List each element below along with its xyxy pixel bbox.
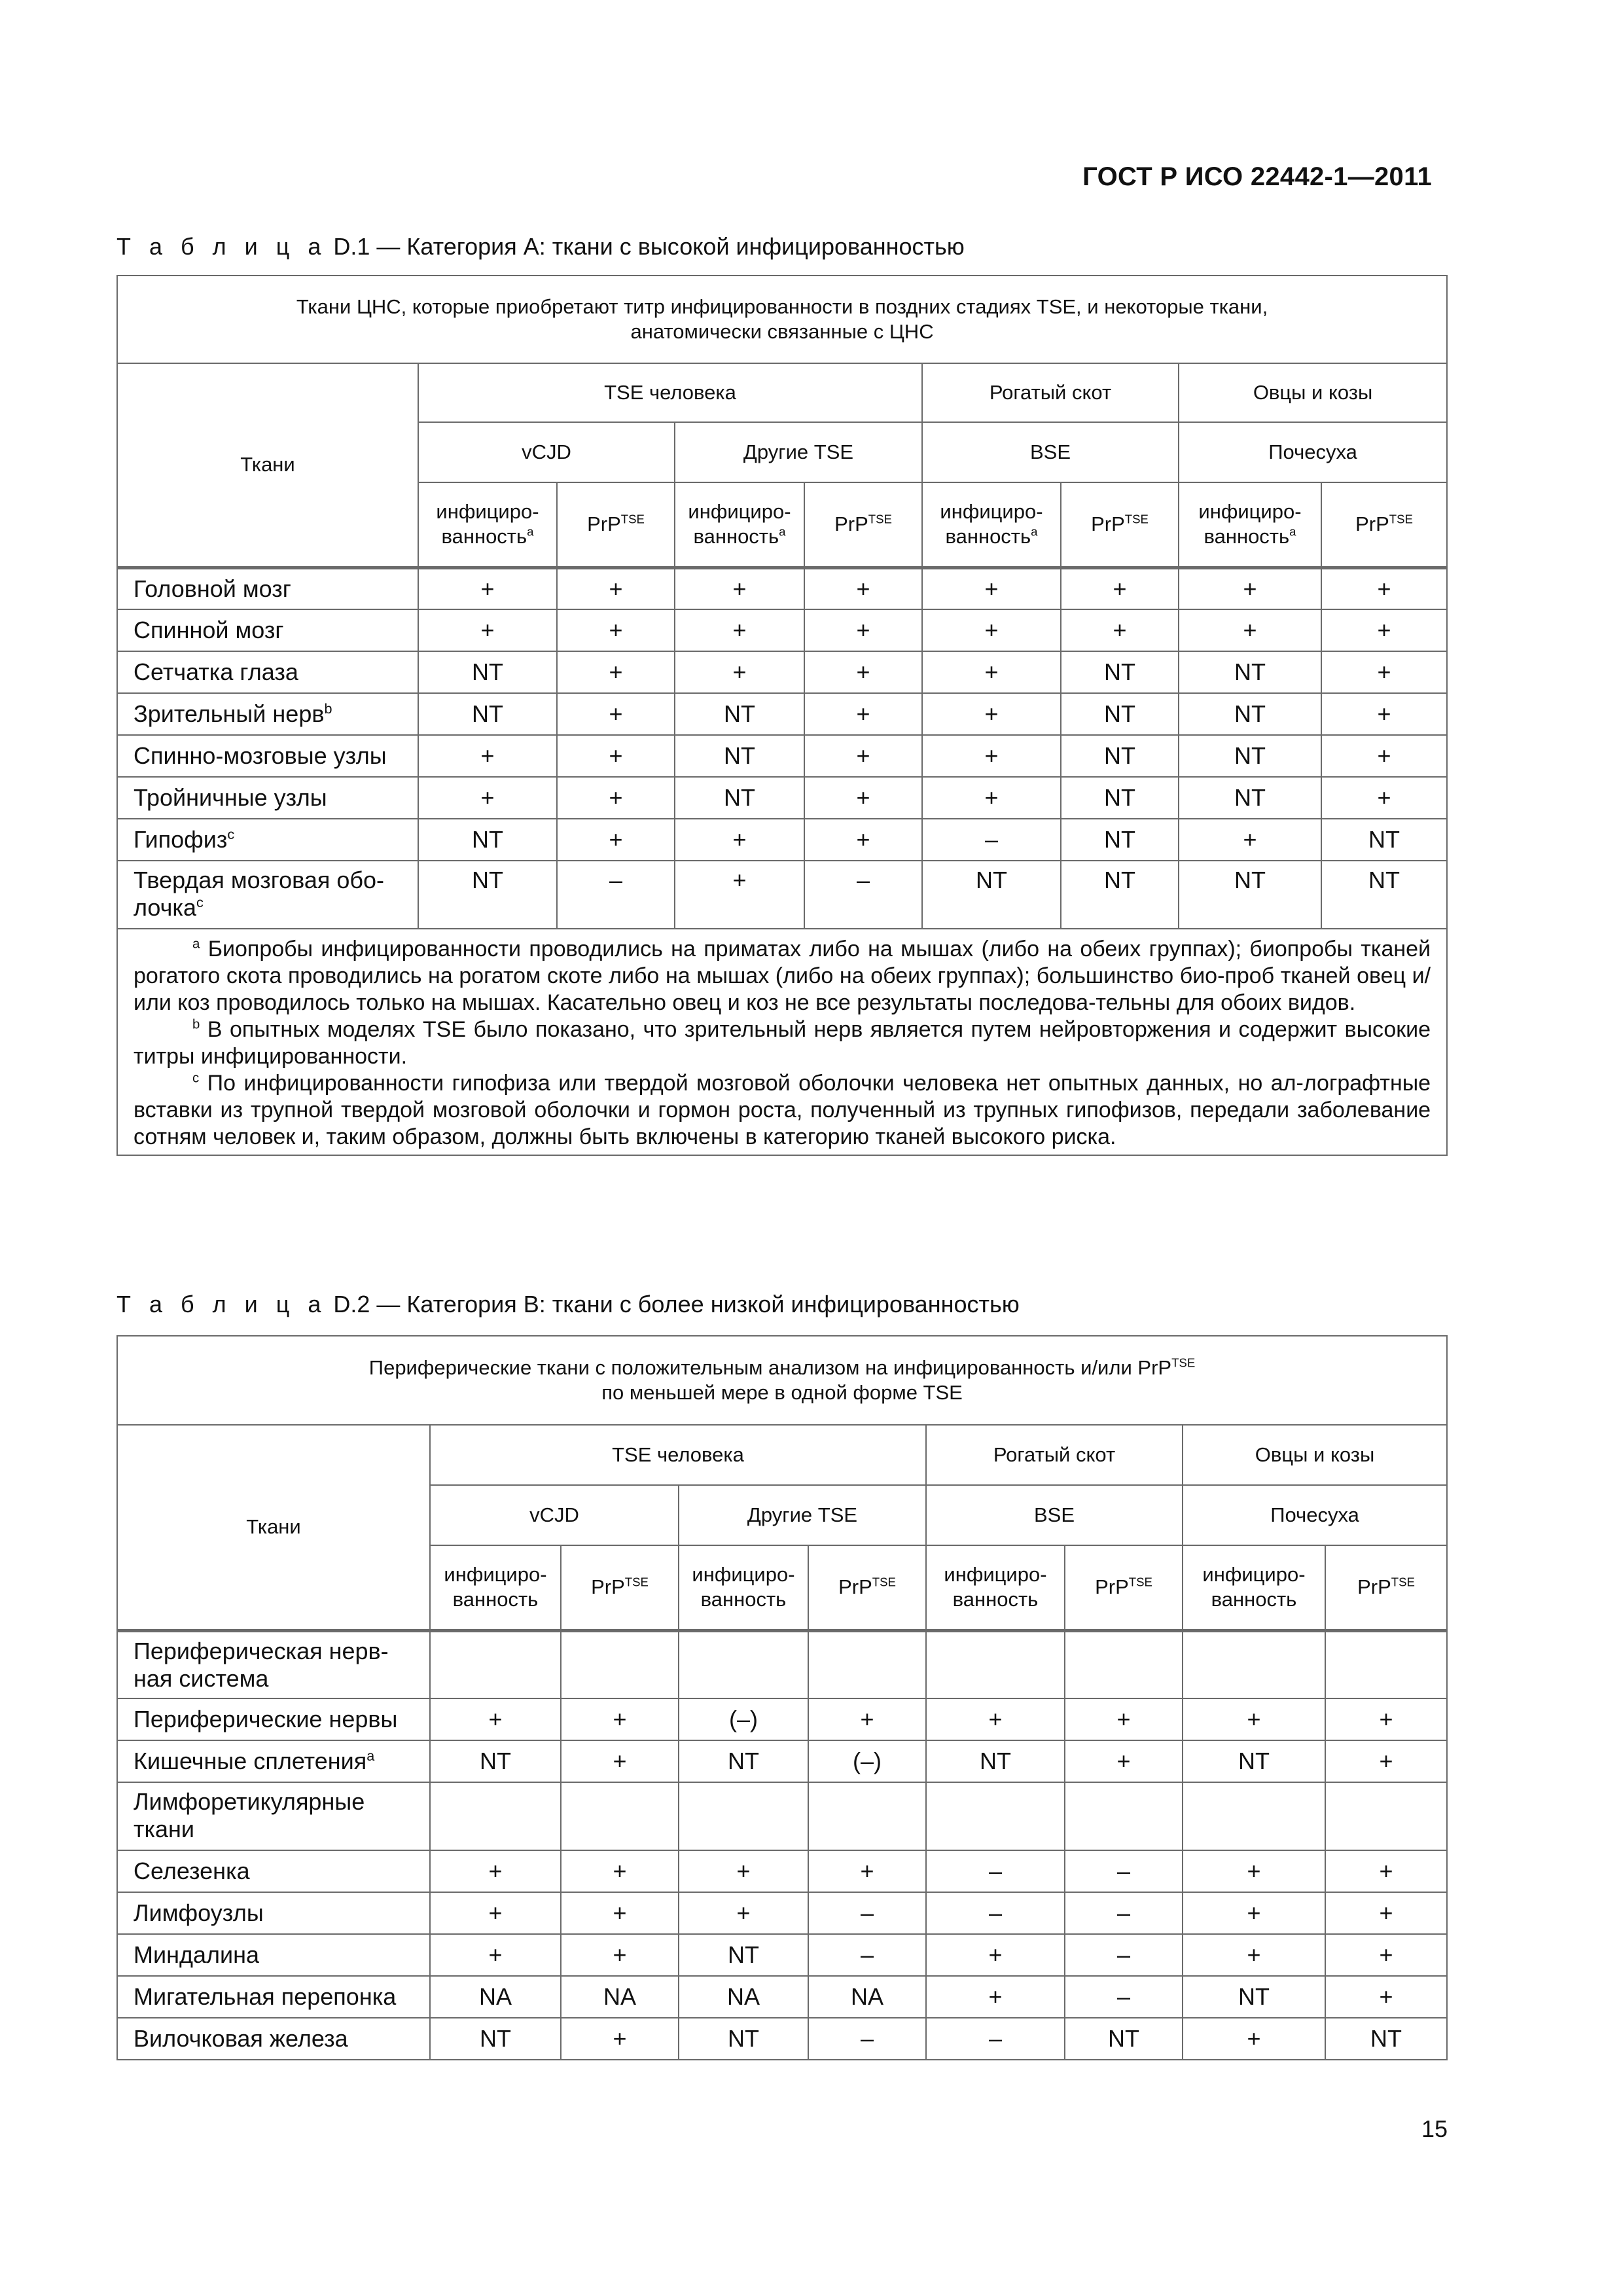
table2-sub-bse: BSE [926, 1485, 1183, 1545]
table2-value-cell: + [1065, 1740, 1183, 1782]
table1-value-cell: + [557, 651, 675, 693]
table1-value-cell: + [1321, 567, 1447, 609]
table2-value-cell: NT [679, 1934, 808, 1976]
table2-prp-header [561, 1545, 679, 1630]
table2-value-cell: – [1065, 1934, 1183, 1976]
table2-value-cell: NA [679, 1976, 808, 2018]
table2-group-row [117, 1425, 1447, 1485]
infect-line1: инфициро- [940, 500, 1043, 524]
table1-value-cell: + [1061, 567, 1179, 609]
table2-value-cell: + [926, 1698, 1065, 1740]
table1-value-cell: + [1321, 735, 1447, 777]
prp-sup: TSE [1389, 512, 1413, 526]
table2-row [117, 1976, 1447, 2018]
table2-value-cell [561, 1782, 679, 1850]
table2-value-cell [561, 1630, 679, 1698]
table1-value-cell: + [922, 567, 1061, 609]
table2-value-cell [679, 1782, 808, 1850]
table1-value-cell: + [1321, 693, 1447, 735]
table1-tissue-name [117, 777, 418, 819]
table2-value-cell: NA [808, 1976, 926, 2018]
table1-value-cell: + [675, 819, 804, 861]
infect-line1: инфициро- [688, 500, 791, 524]
table2-top-title-line2: по меньшей мере в одной форме TSE [601, 1381, 963, 1404]
table1-tissue-name [117, 651, 418, 693]
table2-value-cell [808, 1782, 926, 1850]
table1-tissue-footnote-mark: b [324, 700, 332, 717]
infect-footnote-mark: a [1289, 524, 1296, 539]
table1-row [117, 693, 1447, 735]
table1-row [117, 567, 1447, 609]
table2-value-cell: + [1065, 1698, 1183, 1740]
table1-value-cell: NT [418, 819, 557, 861]
table2-value-cell: NT [1183, 1976, 1325, 2018]
table2-value-cell: + [1325, 1892, 1447, 1934]
table2-value-cell: – [1065, 1976, 1183, 2018]
table2-value-cell [808, 1630, 926, 1698]
table2-value-cell: + [561, 1740, 679, 1782]
table2-value-cell: + [808, 1698, 926, 1740]
table2-value-cell: + [1325, 1850, 1447, 1892]
table2-value-cell: – [1065, 1850, 1183, 1892]
table2-group-cattle: Рогатый скот [926, 1425, 1183, 1485]
table1-value-cell: NT [675, 693, 804, 735]
table1-tissue-name [117, 861, 418, 929]
table2-tissue-name [117, 2018, 430, 2060]
table1-value-cell: – [557, 861, 675, 929]
table1-value-cell: NT [675, 735, 804, 777]
prp-label: PrP [834, 512, 868, 536]
table2-tissue-label: Периферическая нерв-ная система [134, 1637, 389, 1692]
table1-value-cell: + [804, 651, 922, 693]
table1-infect-header [675, 482, 804, 567]
table2-top-title-line1 [123, 1355, 1441, 1380]
table1-value-cell: + [804, 777, 922, 819]
table2-value-cell [1065, 1782, 1183, 1850]
table2-value-cell: + [561, 1698, 679, 1740]
table1-value-cell: + [1179, 567, 1321, 609]
table1-value-cell: NT [1061, 651, 1179, 693]
table1-tissue-footnote-mark: c [227, 826, 235, 842]
table2-value-cell: – [808, 1892, 926, 1934]
table1-tissue-name [117, 819, 418, 861]
table1-value-cell: + [804, 819, 922, 861]
table1-value-cell: + [922, 693, 1061, 735]
infect-line2: ванность [945, 525, 1031, 548]
table1-tissue-label: Твердая мозговая обо-лочка [134, 867, 384, 921]
table1-value-cell: + [1321, 651, 1447, 693]
table1-value-cell: + [557, 777, 675, 819]
table1-tissue-label: Спинно-мозговые узлы [134, 742, 387, 769]
table1-value-cell: NT [418, 693, 557, 735]
infect-footnote-mark: a [779, 524, 786, 539]
table1-group-cattle: Рогатый скот [922, 363, 1179, 422]
table2-tissue-label: Мигательная перепонка [134, 1983, 397, 2010]
table2-value-cell [679, 1630, 808, 1698]
table2-value-cell: + [1183, 2018, 1325, 2060]
infect-line1: инфициро- [944, 1563, 1047, 1587]
table2-top-title-sup: TSE [1171, 1355, 1196, 1370]
infect-line1: инфициро- [1198, 500, 1302, 524]
prp-label: PrP [591, 1575, 625, 1599]
table2-tissue-label: Кишечные сплетения [134, 1748, 367, 1774]
table1-value-cell: + [557, 567, 675, 609]
table1-value-cell: + [418, 567, 557, 609]
table2-value-cell: – [926, 1892, 1065, 1934]
table2-value-cell [1183, 1782, 1325, 1850]
table2-row [117, 2018, 1447, 2060]
table2-value-cell: – [808, 1934, 926, 1976]
table2-row [117, 1934, 1447, 1976]
table2-caption-text: D.2 — Категория В: ткани с более низкой инфицированностью [327, 1291, 1020, 1318]
table2-value-cell [1183, 1630, 1325, 1698]
table-d1 [116, 275, 1448, 1156]
table2-value-cell: – [1065, 1892, 1183, 1934]
table1-row [117, 861, 1447, 929]
table1-caption-prefix: Т а б л и ц а [116, 233, 327, 260]
table2-value-cell: NT [430, 2018, 561, 2060]
table2-prp-header [808, 1545, 926, 1630]
table2-title-row [117, 1336, 1447, 1425]
table2-value-cell: + [926, 1976, 1065, 2018]
table1-value-cell: + [804, 567, 922, 609]
table1-value-cell: NT [1179, 693, 1321, 735]
table2-value-cell: + [430, 1698, 561, 1740]
table1-value-cell: + [1321, 609, 1447, 651]
table2-group-sheep: Овцы и козы [1183, 1425, 1447, 1485]
table1-value-cell: NT [1321, 861, 1447, 929]
table1-title-row [117, 276, 1447, 363]
table1-prp-header [1061, 482, 1179, 567]
prp-sup: TSE [1391, 1575, 1415, 1589]
table2-value-cell: NT [1183, 1740, 1325, 1782]
page-number: 15 [1421, 2115, 1448, 2142]
table1-value-cell: NT [1179, 735, 1321, 777]
table2-tissue-label: Лимфоузлы [134, 1899, 264, 1926]
table1-row [117, 819, 1447, 861]
table2-row [117, 1892, 1447, 1934]
infect-line2: ванность [700, 1588, 787, 1611]
table2-infect-header [926, 1545, 1065, 1630]
table2-value-cell: NA [430, 1976, 561, 2018]
table1-value-cell: + [557, 735, 675, 777]
table1-tissue-name [117, 693, 418, 735]
table2-value-cell: + [430, 1934, 561, 1976]
table2-sub-vcjd: vCJD [430, 1485, 679, 1545]
table1-value-cell: + [922, 735, 1061, 777]
table2-value-cell: + [1325, 1934, 1447, 1976]
table1-tissue-label: Спинной мозг [134, 617, 284, 643]
table1-value-cell: NT [1179, 777, 1321, 819]
table2-value-cell [1065, 1630, 1183, 1698]
table1-value-cell: + [675, 651, 804, 693]
prp-sup: TSE [872, 1575, 896, 1589]
table2-value-cell: + [926, 1934, 1065, 1976]
table2-value-cell: – [926, 2018, 1065, 2060]
prp-sup: TSE [624, 1575, 649, 1589]
table1-value-cell: + [804, 735, 922, 777]
table2-row [117, 1850, 1447, 1892]
prp-label: PrP [1357, 1575, 1391, 1599]
table2-caption-prefix: Т а б л и ц а [116, 1291, 327, 1318]
table1-value-cell: + [675, 567, 804, 609]
table2-tissue-name [117, 1740, 430, 1782]
footnote-mark: b [192, 1017, 200, 1032]
footnote-text: По инфицированности гипофиза или твердой мозговой оболочки человека нет опытных данных, но ал-лографтные вставки из трупной твердой мозговой оболочки и гормон роста, полученный из трупных гипофизов, передали заболевание сотням человек и, таким образом, должны быть включены в категорию тканей высокого риска. [134, 1071, 1431, 1149]
table1-value-cell: + [675, 861, 804, 929]
table2-row [117, 1740, 1447, 1782]
table1-caption [116, 233, 965, 260]
table1-group-human: TSE человека [418, 363, 922, 422]
table2-value-cell [1325, 1782, 1447, 1850]
table1-sub-other: Другие TSE [675, 422, 922, 482]
table1-value-cell: + [557, 819, 675, 861]
prp-label: PrP [587, 512, 621, 536]
footnote-text: В опытных моделях TSE было показано, что зрительный нерв является путем нейровторжения и содержит высокие титры инфицированности. [134, 1017, 1431, 1069]
table1-group-row [117, 363, 1447, 422]
table2-tissue-name [117, 1850, 430, 1892]
table1-value-cell: NT [1061, 819, 1179, 861]
table1-value-cell: + [922, 651, 1061, 693]
table1-value-cell: + [1179, 819, 1321, 861]
table1-value-cell: NT [675, 777, 804, 819]
table2-caption [116, 1291, 1020, 1318]
table1-value-cell: NT [1321, 819, 1447, 861]
table1-tissue-label: Тройничные узлы [134, 784, 327, 811]
table2-value-cell: – [808, 2018, 926, 2060]
table1-prp-header [804, 482, 922, 567]
table2-value-cell: + [561, 2018, 679, 2060]
table2-tissue-name [117, 1892, 430, 1934]
table1-value-cell: + [1321, 777, 1447, 819]
table2-value-cell: + [430, 1892, 561, 1934]
table2-value-cell [430, 1782, 561, 1850]
table2-group-human: TSE человека [430, 1425, 926, 1485]
table2-value-cell [926, 1782, 1065, 1850]
table1-value-cell: + [675, 609, 804, 651]
table1-tissue-footnote-mark: c [196, 894, 204, 910]
table2-body [117, 1630, 1447, 2060]
table1-top-title-line1: Ткани ЦНС, которые приобретают титр инфицированности в поздних стадиях TSE, и некоторые ткани, [296, 295, 1268, 318]
table1-value-cell: + [557, 609, 675, 651]
prp-label: PrP [1355, 512, 1389, 536]
table2-tissue-name [117, 1976, 430, 2018]
table2-infect-header [1183, 1545, 1325, 1630]
table2-value-cell: + [561, 1934, 679, 1976]
prp-label: PrP [838, 1575, 872, 1599]
table2-value-cell: (–) [808, 1740, 926, 1782]
table2-value-cell: NA [561, 1976, 679, 2018]
table1-notes-row [117, 929, 1447, 1155]
table2-prp-header [1325, 1545, 1447, 1630]
footnote-mark: c [192, 1071, 200, 1086]
infect-line1: инфициро- [436, 500, 539, 524]
table2-tissue-label: Периферические нервы [134, 1706, 398, 1732]
table1-group-sheep: Овцы и козы [1179, 363, 1447, 422]
table1-body [117, 567, 1447, 929]
table2-value-cell: (–) [679, 1698, 808, 1740]
table1-top-title [117, 276, 1447, 363]
table1-value-cell: NT [1061, 735, 1179, 777]
table1-value-cell: NT [418, 861, 557, 929]
table1-tissue-label: Зрительный нерв [134, 700, 325, 727]
table1-value-cell: + [418, 735, 557, 777]
table1-row [117, 777, 1447, 819]
infect-line2: ванность [952, 1588, 1039, 1611]
table2-value-cell: + [1183, 1850, 1325, 1892]
table2-value-cell: NT [1325, 2018, 1447, 2060]
table2-value-cell: + [1183, 1934, 1325, 1976]
table2-infect-header [679, 1545, 808, 1630]
table1-tissue-name [117, 735, 418, 777]
table1-tissue-label: Сетчатка глаза [134, 658, 298, 685]
infect-line2: ванность [693, 525, 779, 548]
table1-row [117, 735, 1447, 777]
table2-tissue-name [117, 1698, 430, 1740]
table2-tissue-label: Вилочковая железа [134, 2025, 348, 2052]
table1-value-cell: NT [922, 861, 1061, 929]
prp-label: PrP [1091, 512, 1125, 536]
table2-value-cell: NT [926, 1740, 1065, 1782]
table2-sub-scrapie: Почесуха [1183, 1485, 1447, 1545]
table2-value-cell: + [808, 1850, 926, 1892]
table1-footnote-b [134, 1016, 1431, 1070]
infect-line2: ванность [441, 525, 527, 548]
table1-infect-header [1179, 482, 1321, 567]
prp-sup: TSE [868, 512, 892, 526]
table1-tissue-label: Гипофиз [134, 826, 228, 853]
table2-value-cell: + [679, 1850, 808, 1892]
table1-value-cell: + [418, 777, 557, 819]
infect-line1: инфициро- [1202, 1563, 1306, 1587]
table1-top-title-line2: анатомически связанные с ЦНС [630, 320, 934, 343]
table1-tissue-name [117, 609, 418, 651]
table2-row [117, 1698, 1447, 1740]
table2-row [117, 1782, 1447, 1850]
infect-line1: инфициро- [444, 1563, 547, 1587]
table2-value-cell [430, 1630, 561, 1698]
table1-sub-bse: BSE [922, 422, 1179, 482]
table1-value-cell: NT [1061, 693, 1179, 735]
table1-footnotes [117, 929, 1447, 1155]
table2-tissue-label: Селезенка [134, 1857, 250, 1884]
infect-line1: инфициро- [692, 1563, 795, 1587]
table1-value-cell: + [922, 777, 1061, 819]
table1-value-cell: NT [418, 651, 557, 693]
table2-value-cell: + [561, 1850, 679, 1892]
table2-value-cell: + [561, 1892, 679, 1934]
table2-value-cell: NT [430, 1740, 561, 1782]
table1-footnote-a [134, 936, 1431, 1016]
table1-value-cell: + [1179, 609, 1321, 651]
table2-value-cell [926, 1630, 1065, 1698]
table1-value-cell: NT [1179, 651, 1321, 693]
infect-footnote-mark: a [1031, 524, 1038, 539]
footnote-mark: a [192, 937, 200, 952]
table1-sub-scrapie: Почесуха [1179, 422, 1447, 482]
table2-value-cell: + [1183, 1698, 1325, 1740]
table1-value-cell: + [557, 693, 675, 735]
table1-value-cell: – [804, 861, 922, 929]
table2-tissue-label: Миндалина [134, 1941, 260, 1968]
table1-tissue-label: Головной мозг [134, 575, 291, 602]
table1-value-cell: + [804, 693, 922, 735]
table2-col-tissues: Ткани [117, 1425, 430, 1630]
table1-sub-vcjd: vCJD [418, 422, 675, 482]
table2-infect-header [430, 1545, 561, 1630]
table2-top-title [117, 1336, 1447, 1425]
table2-value-cell: + [1183, 1892, 1325, 1934]
table1-prp-header [557, 482, 675, 567]
table1-value-cell: – [922, 819, 1061, 861]
table2-value-cell: NT [679, 2018, 808, 2060]
table2-tissue-name [117, 1782, 430, 1850]
table1-value-cell: + [1061, 609, 1179, 651]
infect-line2: ванность [452, 1588, 539, 1611]
table1-value-cell: NT [1061, 861, 1179, 929]
table2-tissue-name [117, 1934, 430, 1976]
table2-sub-other: Другие TSE [679, 1485, 926, 1545]
footnote-text: Биопробы инфицированности проводились на приматах либо на мышах (либо на обеих группах); биопробы тканей рогатого скота проводились на рогатом скоте либо на мышах (либо на обеих группах); большинство био-проб тканей овец и/или коз проводилось только на мышах. Касательно овец и коз не все результаты последова-тельны для обоих видов. [134, 937, 1431, 1015]
table1-value-cell: NT [1061, 777, 1179, 819]
table1-tissue-name [117, 567, 418, 609]
table2-row [117, 1630, 1447, 1698]
table1-prp-header [1321, 482, 1447, 567]
table2-value-cell: + [1325, 1976, 1447, 2018]
table1-col-tissues: Ткани [117, 363, 418, 567]
table1-footnote-c [134, 1070, 1431, 1151]
document-header: ГОСТ Р ИСО 22442-1—2011 [1082, 162, 1432, 191]
table1-row [117, 651, 1447, 693]
table1-row [117, 609, 1447, 651]
table1-infect-header [922, 482, 1061, 567]
table1-value-cell: + [922, 609, 1061, 651]
table2-tissue-footnote-mark: a [366, 1748, 375, 1764]
prp-sup: TSE [1128, 1575, 1152, 1589]
table1-value-cell: + [804, 609, 922, 651]
table2-value-cell: + [1325, 1740, 1447, 1782]
table2-value-cell: – [926, 1850, 1065, 1892]
table2-prp-header [1065, 1545, 1183, 1630]
prp-label: PrP [1095, 1575, 1129, 1599]
table1-infect-header [418, 482, 557, 567]
table2-value-cell: + [679, 1892, 808, 1934]
table2-value-cell: NT [1065, 2018, 1183, 2060]
table1-value-cell: NT [1179, 861, 1321, 929]
table2-value-cell: + [1325, 1698, 1447, 1740]
table2-value-cell: + [430, 1850, 561, 1892]
prp-sup: TSE [620, 512, 645, 526]
table1-value-cell: + [418, 609, 557, 651]
table1-caption-text: D.1 — Категория А: ткани с высокой инфицированностью [327, 233, 965, 260]
table-d2 [116, 1335, 1448, 2060]
table2-value-cell: NT [679, 1740, 808, 1782]
prp-sup: TSE [1124, 512, 1149, 526]
infect-line2: ванность [1204, 525, 1290, 548]
table2-tissue-label: Лимфоретикулярные ткани [134, 1788, 365, 1842]
table2-value-cell [1325, 1630, 1447, 1698]
table2-tissue-name [117, 1630, 430, 1698]
table2-top-title-text: Периферические ткани с положительным анализом на инфицированность и/или PrP [368, 1356, 1172, 1379]
infect-footnote-mark: a [527, 524, 534, 539]
infect-line2: ванность [1211, 1588, 1297, 1611]
